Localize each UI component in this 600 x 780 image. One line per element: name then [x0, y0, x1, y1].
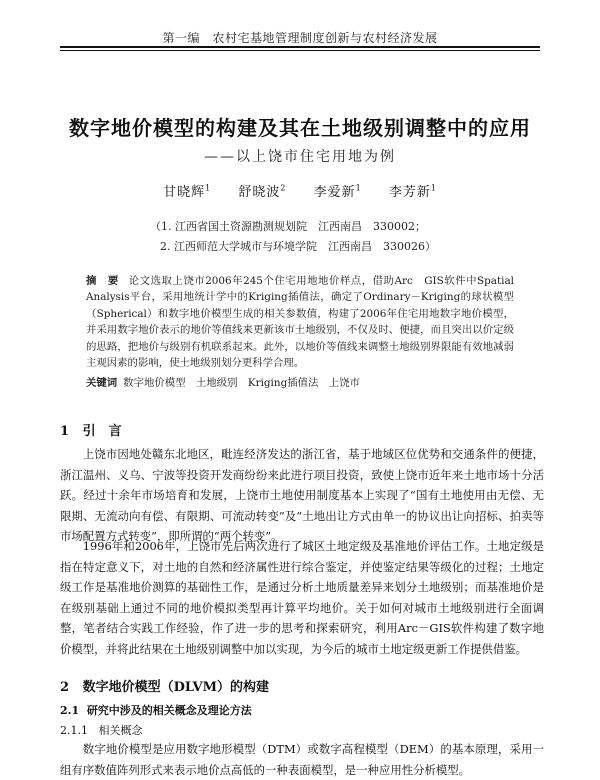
abstract	[86, 273, 514, 371]
header-rule-thin	[60, 50, 540, 51]
header-rule	[60, 46, 540, 48]
keywords	[86, 374, 514, 389]
author: 甘晓辉$^1$	[163, 183, 212, 200]
keywords-label: 关键词	[86, 377, 118, 389]
author: 李爱新$^1$	[313, 183, 362, 200]
section-heading-2-1-1: 2.1.1 相关概念	[60, 724, 143, 737]
keywords-text: 数字地价模型 土地级别 Kriging插值法 上饶市	[123, 377, 360, 389]
running-header: 第一编 农村宅基地管理制度创新与农村经济发展	[162, 31, 438, 45]
abstract-label: 摘 要	[86, 275, 119, 287]
paper-title: 数字地价模型的构建及其在土地级别调整中的应用	[69, 116, 531, 140]
section-heading-2: 2 数字地价模型（DLVM）的构建	[60, 680, 269, 695]
author-list	[80, 181, 520, 200]
section-heading-2-1: 2.1 研究中涉及的相关概念及理论方法	[60, 704, 252, 717]
affiliation-line-1: （1. 江西省国土资源勘测规划院 江西南昌 330002；	[150, 220, 426, 233]
author: 舒晓波$^2$	[238, 183, 287, 200]
abstract-text: 论文选取上饶市2006年245个住宅用地地价样点，借助Arc GIS软件中Spatial Analysis平台，采用地统计学中的Kriging插值法，确定了Ordinary－Kriging的球状模型（Spherical）和数字地价模型生成的相关参数值，构建了2006年住宅用地数字地价模型，并采用数字地价表示的地价等值线来更新该市土地级别，不仅及时、便捷，而且突出以价定级的思路，把地价与级别有机联系起来。此外，以地价等值线来调整土地级别界限能有效地减弱主观因素的影响，使土地级别划分更科学合理。	[86, 275, 514, 370]
paragraph-3: 数字地价模型是应用数字地形模型（DTM）或数字高程模型（DEM）的基本原理，采用一组有序数值阵列形式来表示地价点高低的一种表面模型，是一种应用性分析模型。	[60, 742, 544, 777]
paragraph-1: 上饶市因地处赣东北地区，毗连经济发达的浙江省，基于地域区位优势和交通条件的便捷，浙江温州、义乌、宁波等投资开发商纷纷来此进行项目投资，致使上饶市近年来土地市场十分活跃。经过十余年市场培育和发展，上饶市土地使用制度基本上实现了“国有土地使用由无偿、无限期、无流动向有偿、有限期、可流动转变”及“土地出让方式由单一的协议出让向招标、拍卖等市场配置方式转变”，即所谓的“两个转变”。	[60, 447, 544, 543]
paragraph-2: 1996年和2006年，上饶市先后两次进行了城区土地定级及基准地价评估工作。土地定级是指在特定意义下，对土地的自然和经济属性进行综合鉴定，并使鉴定结果等级化的过程；土地定级工作是基准地价测算的基础性工作，是通过分析土地质量差异来划分土地级别；而基准地价是在级别基础上通过不同的地价模拟类型再计算平均地价。关于如何对城市土地级别进行全面调整，笔者结合实践工作经验，作了进一步的思考和探索研究，利用Arc－GIS软件构建了数字地价模型，并将此结果在土地级别调整中加以实现，为今后的城市土地定级更新工作提供借鉴。	[60, 539, 544, 656]
affiliation-line-2: 2. 江西师范大学城市与环境学院 江西南昌 330026）	[160, 240, 436, 253]
section-heading-1: 1 引 言	[60, 424, 122, 439]
author: 李芳新$^1$	[388, 183, 437, 200]
paper-subtitle: ——以上饶市住宅用地为例	[204, 149, 396, 165]
